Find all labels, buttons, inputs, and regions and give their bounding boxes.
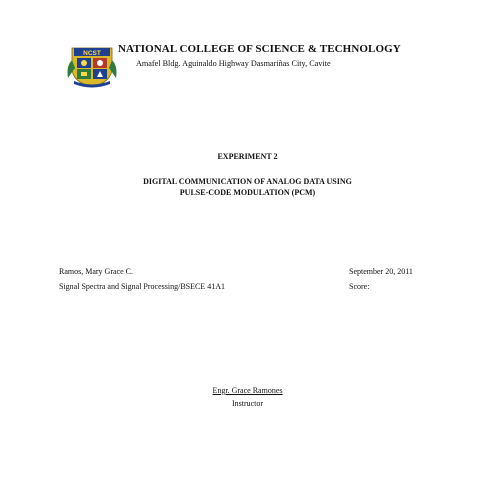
submission-date: September 20, 2011	[349, 267, 413, 276]
course-section: Signal Spectra and Signal Processing/BSECE 41A1	[59, 282, 225, 291]
school-address: Amafel Bldg. Aguinaldo Highway Dasmariñas City, Cavite	[136, 59, 331, 68]
school-name: NATIONAL COLLEGE OF SCIENCE & TECHNOLOGY	[118, 43, 401, 55]
instructor-name: Engr. Grace Ramones	[212, 386, 283, 395]
score-label: Score:	[349, 282, 370, 291]
logo-text: NCST	[83, 49, 101, 57]
experiment-label: EXPERIMENT 2	[217, 152, 278, 161]
experiment-title-line-2: PULSE-CODE MODULATION (PCM)	[179, 188, 316, 197]
student-name: Ramos, Mary Grace C.	[59, 267, 133, 276]
experiment-title-line-1: DIGITAL COMMUNICATION OF ANALOG DATA USING	[143, 177, 352, 186]
instructor-role: Instructor	[231, 399, 264, 408]
ncst-seal-icon	[66, 44, 118, 88]
